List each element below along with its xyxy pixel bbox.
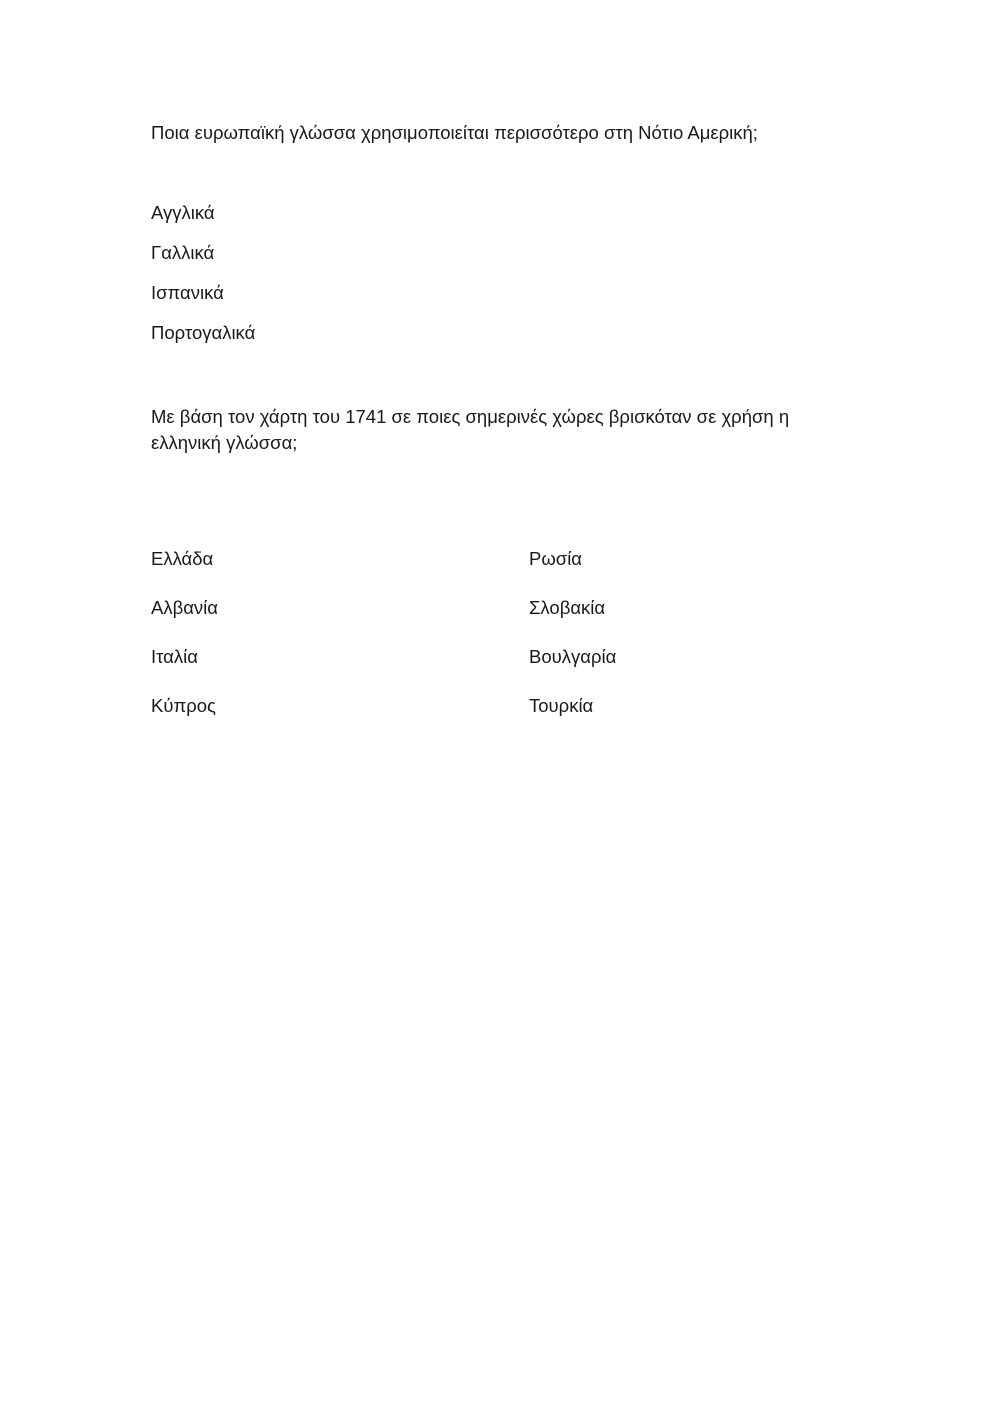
question-1-option-english[interactable]: Αγγλικά (151, 202, 215, 223)
question-2-option-albania[interactable]: Αλβανία (151, 597, 218, 618)
question-2-option-turkey[interactable]: Τουρκία (529, 695, 594, 716)
question-2-option-cyprus[interactable]: Κύπρος (151, 695, 216, 716)
question-1-text: Ποια ευρωπαϊκή γλώσσα χρησιμοποιείται περισσότερο στη Νότιο Αμερική; (151, 122, 758, 143)
question-2-text (151, 404, 831, 456)
question-2-option-slovakia[interactable]: Σλοβακία (529, 597, 606, 618)
question-2-line-2: ελληνική γλώσσα; (151, 432, 298, 453)
question-1-option-portuguese[interactable]: Πορτογαλικά (151, 322, 256, 343)
question-1-option-french[interactable]: Γαλλικά (151, 242, 215, 263)
question-2-option-bulgaria[interactable]: Βουλγαρία (529, 646, 617, 667)
question-2-option-russia[interactable]: Ρωσία (529, 548, 583, 569)
question-2-option-greece[interactable]: Ελλάδα (151, 548, 214, 569)
question-1-option-spanish[interactable]: Ισπανικά (151, 282, 224, 303)
question-2-line-1: Με βάση τον χάρτη του 1741 σε ποιες σημερινές χώρες βρισκόταν σε χρήση η (151, 406, 790, 427)
question-2-option-italy[interactable]: Ιταλία (151, 646, 198, 667)
